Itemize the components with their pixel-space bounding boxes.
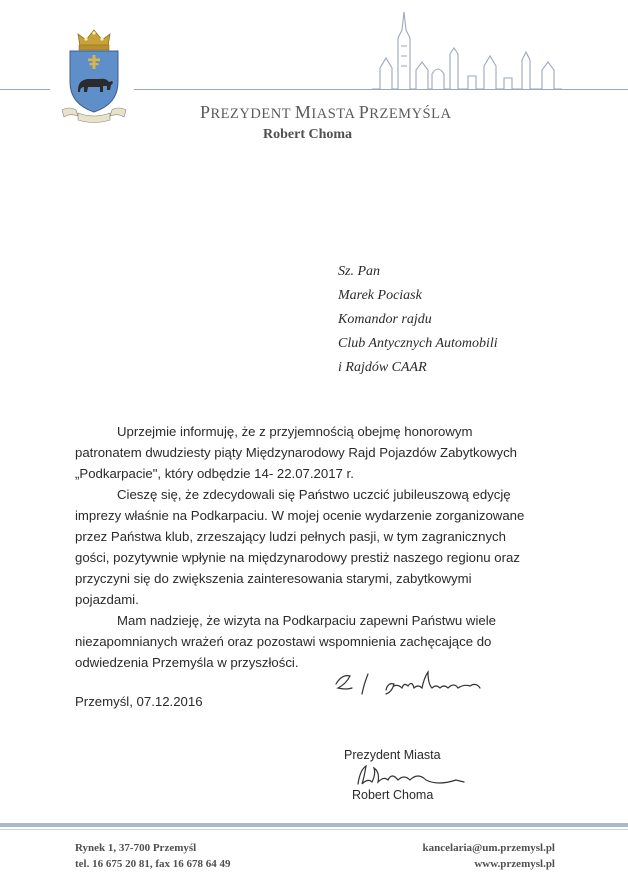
signature-title: Prezydent Miasta — [344, 748, 441, 762]
body-line: odwiedzenia Przemyśla w przyszłości. — [75, 655, 299, 670]
letter-body — [75, 421, 575, 673]
body-line: przez Państwa klub, zrzeszający ludzi pełnych pasji, w tym zagranicznych — [75, 529, 506, 544]
header-title-word-2: IASTA — [311, 106, 355, 122]
city-skyline-icon — [372, 8, 562, 90]
signature-name: Robert Choma — [352, 788, 434, 802]
coat-of-arms-icon — [58, 24, 130, 126]
addressee-line: Komandor rajdu — [338, 312, 432, 327]
body-line: imprezy właśnie na Podkarpaciu. W mojej ocenie wydarzenie zorganizowane — [75, 508, 525, 523]
paragraph-3 — [75, 610, 575, 673]
header-name: Robert Choma — [263, 127, 353, 142]
footer-email[interactable]: kancelaria@um.przemysl.pl — [422, 842, 555, 854]
header-line-left — [0, 89, 50, 90]
handwritten-signature-icon — [328, 664, 488, 706]
header-title-word-1: REZYDENT — [210, 106, 291, 122]
handwritten-signature-icon — [352, 760, 472, 790]
footer-website[interactable]: www.przemysl.pl — [474, 858, 555, 870]
place-date: Przemyśl, 07.12.2016 — [75, 694, 203, 709]
footer-line-thin — [0, 829, 628, 830]
body-line: patronatem dwudziesty piąty Międzynarodowy Rajd Pojazdów Zabytkowych — [75, 445, 517, 460]
footer-phone: tel. 16 675 20 81, fax 16 678 64 49 — [75, 858, 231, 870]
addressee-line: Club Antycznych Automobili — [338, 336, 498, 351]
header-title-cap-1: P — [200, 102, 211, 122]
body-line: pojazdami. — [75, 592, 139, 607]
body-line: niezapomnianych wrażeń oraz pozostawi wspomnienia zachęcające do — [75, 634, 492, 649]
footer-address: Rynek 1, 37-700 Przemyśl — [75, 842, 197, 854]
addressee-block — [338, 260, 498, 380]
header-title-word-3: RZEMYŚLA — [369, 106, 452, 122]
addressee-line: Marek Pociask — [338, 288, 422, 303]
body-line: Uprzejmie informuję, że z przyjemnością obejmę honorowym — [117, 424, 473, 439]
addressee-line: i Rajdów CAAR — [338, 360, 427, 375]
footer-line-thick — [0, 823, 628, 827]
header-title-cap-3: P — [358, 102, 370, 122]
paragraph-2 — [75, 484, 575, 610]
body-line: Cieszę się, że zdecydowali się Państwo uczcić jubileuszową edycję — [117, 487, 511, 502]
body-line: „Podkarpacie", który odbędzie 14- 22.07.2017 r. — [75, 466, 354, 481]
header-title-cap-2: M — [294, 102, 312, 122]
header-title — [200, 102, 451, 123]
addressee-line: Sz. Pan — [338, 264, 380, 279]
body-line: przyczyni się do zwiększenia zainteresowania starymi, zabytkowymi — [75, 571, 472, 586]
body-line: Mam nadzieję, że wizyta na Podkarpaciu zapewni Państwu wiele — [117, 613, 496, 628]
paragraph-1 — [75, 421, 575, 484]
body-line: gości, pozytywnie wpłynie na międzynarodowy prestiż naszego regionu oraz — [75, 550, 520, 565]
